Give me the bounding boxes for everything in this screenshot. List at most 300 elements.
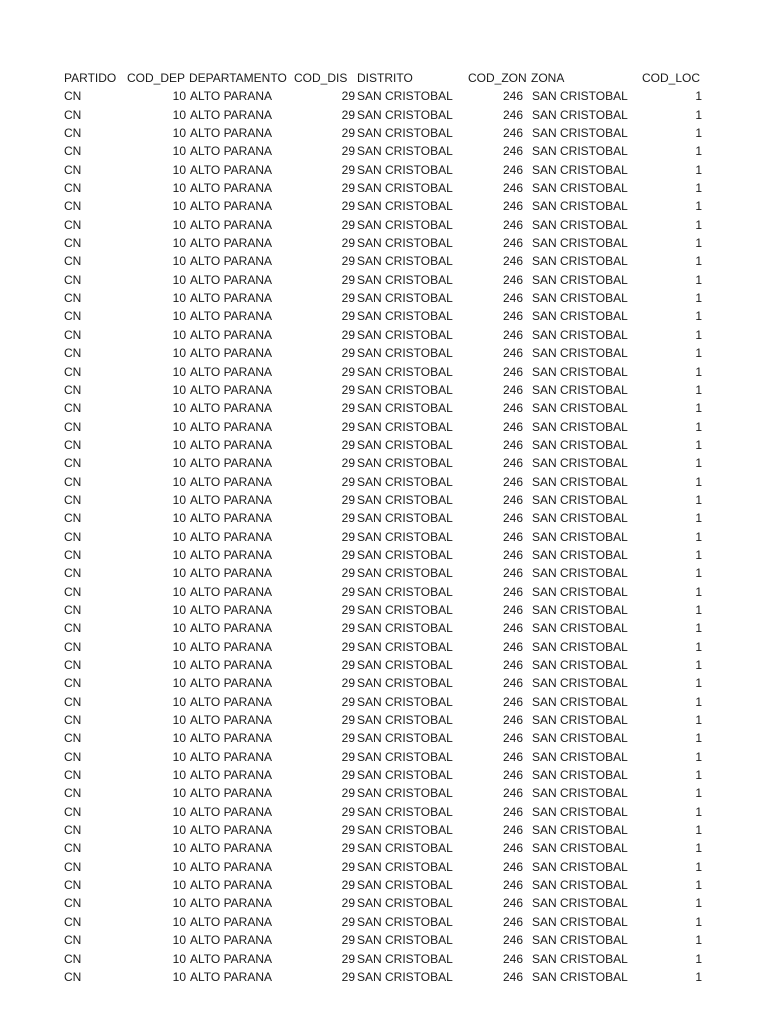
cell-distrito: SAN CRISTOBAL — [357, 401, 453, 416]
cell-cod-zon: 246 — [502, 731, 523, 746]
cell-cod-loc: 1 — [695, 236, 702, 251]
cell-cod-dep: 10 — [172, 713, 186, 728]
table-row — [0, 473, 768, 491]
cell-distrito: SAN CRISTOBAL — [357, 859, 453, 874]
table-row — [0, 491, 768, 509]
cell-departamento: ALTO PARANA — [190, 933, 273, 948]
cell-partido: CN — [64, 217, 82, 232]
cell-distrito: SAN CRISTOBAL — [357, 731, 453, 746]
cell-zona: SAN CRISTOBAL — [532, 713, 628, 728]
cell-cod-loc: 1 — [695, 309, 702, 324]
cell-cod-dis: 29 — [341, 236, 355, 251]
cell-cod-dep: 10 — [172, 401, 186, 416]
cell-departamento: ALTO PARANA — [190, 896, 273, 911]
table-row — [0, 748, 768, 766]
cell-cod-dep: 10 — [172, 639, 186, 654]
cell-cod-loc: 1 — [695, 969, 702, 984]
header-partido: PARTIDO — [64, 71, 117, 85]
cell-zona: SAN CRISTOBAL — [532, 181, 628, 196]
cell-distrito: SAN CRISTOBAL — [357, 437, 453, 452]
cell-cod-dep: 10 — [172, 236, 186, 251]
cell-cod-zon: 246 — [502, 547, 523, 562]
cell-distrito: SAN CRISTOBAL — [357, 107, 453, 122]
cell-cod-dep: 10 — [172, 547, 186, 562]
cell-departamento: ALTO PARANA — [190, 126, 273, 141]
table-row — [0, 858, 768, 876]
cell-distrito: SAN CRISTOBAL — [357, 639, 453, 654]
cell-distrito: SAN CRISTOBAL — [357, 309, 453, 324]
cell-cod-dis: 29 — [341, 474, 355, 489]
cell-zona: SAN CRISTOBAL — [532, 272, 628, 287]
cell-partido: CN — [64, 841, 82, 856]
cell-departamento: ALTO PARANA — [190, 254, 273, 269]
cell-partido: CN — [64, 236, 82, 251]
cell-cod-dis: 29 — [341, 346, 355, 361]
cell-distrito: SAN CRISTOBAL — [357, 181, 453, 196]
cell-cod-loc: 1 — [695, 786, 702, 801]
cell-partido: CN — [64, 382, 82, 397]
cell-departamento: ALTO PARANA — [190, 511, 273, 526]
cell-departamento: ALTO PARANA — [190, 364, 273, 379]
cell-distrito: SAN CRISTOBAL — [357, 658, 453, 672]
cell-partido: CN — [64, 731, 82, 746]
table-row — [0, 638, 768, 656]
cell-cod-loc: 1 — [695, 639, 702, 654]
cell-zona: SAN CRISTOBAL — [532, 291, 628, 306]
table-row — [0, 436, 768, 454]
cell-cod-zon: 246 — [502, 181, 523, 196]
table-row — [0, 289, 768, 307]
cell-partido: CN — [64, 291, 82, 306]
cell-partido: CN — [64, 639, 82, 654]
cell-departamento: ALTO PARANA — [190, 914, 273, 929]
cell-zona: SAN CRISTOBAL — [532, 823, 628, 838]
cell-zona: SAN CRISTOBAL — [532, 547, 628, 562]
cell-partido: CN — [64, 162, 82, 177]
cell-zona: SAN CRISTOBAL — [532, 126, 628, 141]
cell-distrito: SAN CRISTOBAL — [357, 529, 453, 544]
cell-departamento: ALTO PARANA — [190, 749, 273, 764]
cell-cod-loc: 1 — [695, 162, 702, 177]
cell-cod-dis: 29 — [341, 126, 355, 141]
cell-cod-loc: 1 — [695, 382, 702, 397]
cell-cod-dis: 29 — [341, 144, 355, 159]
cell-partido: CN — [64, 199, 82, 214]
table-row — [0, 197, 768, 215]
cell-cod-loc: 1 — [695, 364, 702, 379]
cell-partido: CN — [64, 89, 82, 104]
cell-zona: SAN CRISTOBAL — [532, 492, 628, 507]
cell-zona: SAN CRISTOBAL — [532, 694, 628, 709]
cell-zona: SAN CRISTOBAL — [532, 676, 628, 691]
cell-cod-dep: 10 — [172, 841, 186, 856]
cell-cod-dis: 29 — [341, 181, 355, 196]
cell-cod-dep: 10 — [172, 456, 186, 471]
cell-partido: CN — [64, 859, 82, 874]
table-row — [0, 784, 768, 802]
cell-cod-zon: 246 — [502, 272, 523, 287]
cell-partido: CN — [64, 327, 82, 342]
cell-cod-zon: 246 — [502, 364, 523, 379]
cell-distrito: SAN CRISTOBAL — [357, 199, 453, 214]
cell-cod-dis: 29 — [341, 602, 355, 617]
cell-zona: SAN CRISTOBAL — [532, 914, 628, 929]
cell-cod-dis: 29 — [341, 89, 355, 104]
cell-distrito: SAN CRISTOBAL — [357, 951, 453, 966]
cell-cod-dis: 29 — [341, 511, 355, 526]
cell-zona: SAN CRISTOBAL — [532, 419, 628, 434]
cell-departamento: ALTO PARANA — [190, 859, 273, 874]
cell-cod-dis: 29 — [341, 327, 355, 342]
cell-distrito: SAN CRISTOBAL — [357, 786, 453, 801]
cell-partido: CN — [64, 492, 82, 507]
cell-zona: SAN CRISTOBAL — [532, 511, 628, 526]
cell-cod-loc: 1 — [695, 89, 702, 104]
cell-cod-loc: 1 — [695, 181, 702, 196]
cell-cod-dep: 10 — [172, 492, 186, 507]
cell-cod-zon: 246 — [502, 89, 523, 104]
cell-cod-dis: 29 — [341, 272, 355, 287]
cell-cod-dis: 29 — [341, 768, 355, 783]
cell-cod-loc: 1 — [695, 511, 702, 526]
table-row — [0, 252, 768, 270]
table-row — [0, 106, 768, 124]
cell-cod-zon: 246 — [502, 639, 523, 654]
cell-partido: CN — [64, 621, 82, 636]
cell-cod-dis: 29 — [341, 456, 355, 471]
table-row — [0, 821, 768, 839]
cell-partido: CN — [64, 804, 82, 819]
cell-cod-dep: 10 — [172, 364, 186, 379]
cell-partido: CN — [64, 676, 82, 691]
cell-zona: SAN CRISTOBAL — [532, 346, 628, 361]
cell-distrito: SAN CRISTOBAL — [357, 602, 453, 617]
table-row — [0, 913, 768, 931]
cell-partido: CN — [64, 933, 82, 948]
cell-cod-loc: 1 — [695, 933, 702, 948]
cell-cod-dis: 29 — [341, 676, 355, 691]
cell-cod-loc: 1 — [695, 144, 702, 159]
header-cod-dis: COD_DIS — [294, 71, 348, 85]
cell-cod-loc: 1 — [695, 823, 702, 838]
cell-cod-dis: 29 — [341, 951, 355, 966]
cell-zona: SAN CRISTOBAL — [532, 566, 628, 581]
cell-departamento: ALTO PARANA — [190, 419, 273, 434]
cell-zona: SAN CRISTOBAL — [532, 456, 628, 471]
cell-cod-dep: 10 — [172, 951, 186, 966]
cell-cod-dep: 10 — [172, 382, 186, 397]
cell-partido: CN — [64, 896, 82, 911]
table-row — [0, 950, 768, 968]
cell-cod-loc: 1 — [695, 401, 702, 416]
cell-zona: SAN CRISTOBAL — [532, 327, 628, 342]
cell-departamento: ALTO PARANA — [190, 566, 273, 581]
cell-cod-dep: 10 — [172, 676, 186, 691]
cell-cod-dis: 29 — [341, 658, 355, 672]
cell-zona: SAN CRISTOBAL — [532, 529, 628, 544]
cell-partido: CN — [64, 437, 82, 452]
table-row — [0, 528, 768, 546]
cell-partido: CN — [64, 107, 82, 122]
cell-departamento: ALTO PARANA — [190, 951, 273, 966]
cell-cod-dep: 10 — [172, 584, 186, 599]
header-zona: ZONA — [531, 71, 565, 85]
cell-departamento: ALTO PARANA — [190, 731, 273, 746]
cell-distrito: SAN CRISTOBAL — [357, 492, 453, 507]
cell-partido: CN — [64, 768, 82, 783]
header-cod-dep: COD_DEP — [127, 71, 186, 85]
cell-partido: CN — [64, 419, 82, 434]
cell-zona: SAN CRISTOBAL — [532, 602, 628, 617]
cell-cod-loc: 1 — [695, 126, 702, 141]
table-row — [0, 161, 768, 179]
cell-distrito: SAN CRISTOBAL — [357, 162, 453, 177]
table-row — [0, 583, 768, 601]
cell-cod-zon: 246 — [502, 126, 523, 141]
cell-zona: SAN CRISTOBAL — [532, 768, 628, 783]
cell-distrito: SAN CRISTOBAL — [357, 382, 453, 397]
cell-zona: SAN CRISTOBAL — [532, 786, 628, 801]
cell-partido: CN — [64, 126, 82, 141]
cell-cod-dep: 10 — [172, 346, 186, 361]
cell-cod-zon: 246 — [502, 401, 523, 416]
cell-cod-zon: 246 — [502, 162, 523, 177]
cell-cod-loc: 1 — [695, 878, 702, 893]
cell-departamento: ALTO PARANA — [190, 181, 273, 196]
cell-cod-zon: 246 — [502, 492, 523, 507]
cell-partido: CN — [64, 969, 82, 984]
cell-cod-dis: 29 — [341, 199, 355, 214]
cell-cod-loc: 1 — [695, 951, 702, 966]
cell-cod-dis: 29 — [341, 859, 355, 874]
cell-departamento: ALTO PARANA — [190, 346, 273, 361]
header-row — [0, 69, 768, 87]
cell-departamento: ALTO PARANA — [190, 823, 273, 838]
cell-cod-loc: 1 — [695, 694, 702, 709]
cell-cod-loc: 1 — [695, 107, 702, 122]
cell-cod-loc: 1 — [695, 492, 702, 507]
cell-cod-zon: 246 — [502, 419, 523, 434]
cell-cod-dep: 10 — [172, 291, 186, 306]
cell-zona: SAN CRISTOBAL — [532, 401, 628, 416]
cell-distrito: SAN CRISTOBAL — [357, 126, 453, 141]
cell-partido: CN — [64, 547, 82, 562]
cell-partido: CN — [64, 914, 82, 929]
cell-cod-zon: 246 — [502, 254, 523, 269]
cell-zona: SAN CRISTOBAL — [532, 841, 628, 856]
cell-cod-dep: 10 — [172, 602, 186, 617]
cell-cod-dep: 10 — [172, 89, 186, 104]
table-row — [0, 619, 768, 637]
cell-cod-dep: 10 — [172, 621, 186, 636]
table-row — [0, 766, 768, 784]
cell-cod-dep: 10 — [172, 658, 186, 672]
cell-partido: CN — [64, 694, 82, 709]
cell-partido: CN — [64, 602, 82, 617]
cell-cod-zon: 246 — [502, 566, 523, 581]
table-row — [0, 234, 768, 252]
cell-cod-loc: 1 — [695, 547, 702, 562]
table-row — [0, 894, 768, 912]
cell-cod-dep: 10 — [172, 823, 186, 838]
cell-zona: SAN CRISTOBAL — [532, 254, 628, 269]
cell-distrito: SAN CRISTOBAL — [357, 327, 453, 342]
cell-distrito: SAN CRISTOBAL — [357, 694, 453, 709]
cell-cod-dis: 29 — [341, 969, 355, 984]
table-row — [0, 968, 768, 986]
cell-cod-zon: 246 — [502, 437, 523, 452]
cell-departamento: ALTO PARANA — [190, 107, 273, 122]
cell-cod-dep: 10 — [172, 804, 186, 819]
header-cod-zon: COD_ZON — [468, 71, 527, 85]
cell-partido: CN — [64, 786, 82, 801]
cell-distrito: SAN CRISTOBAL — [357, 272, 453, 287]
cell-cod-dis: 29 — [341, 914, 355, 929]
cell-partido: CN — [64, 823, 82, 838]
cell-cod-loc: 1 — [695, 327, 702, 342]
cell-cod-zon: 246 — [502, 511, 523, 526]
cell-cod-loc: 1 — [695, 713, 702, 728]
cell-cod-zon: 246 — [502, 804, 523, 819]
cell-cod-dep: 10 — [172, 126, 186, 141]
cell-partido: CN — [64, 584, 82, 599]
cell-cod-dis: 29 — [341, 254, 355, 269]
cell-cod-dis: 29 — [341, 566, 355, 581]
cell-distrito: SAN CRISTOBAL — [357, 254, 453, 269]
cell-cod-dis: 29 — [341, 107, 355, 122]
cell-departamento: ALTO PARANA — [190, 529, 273, 544]
table-row — [0, 216, 768, 234]
cell-departamento: ALTO PARANA — [190, 309, 273, 324]
cell-departamento: ALTO PARANA — [190, 437, 273, 452]
cell-departamento: ALTO PARANA — [190, 456, 273, 471]
cell-zona: SAN CRISTOBAL — [532, 217, 628, 232]
cell-departamento: ALTO PARANA — [190, 768, 273, 783]
cell-departamento: ALTO PARANA — [190, 327, 273, 342]
cell-cod-zon: 246 — [502, 749, 523, 764]
cell-cod-loc: 1 — [695, 896, 702, 911]
cell-zona: SAN CRISTOBAL — [532, 951, 628, 966]
cell-cod-loc: 1 — [695, 419, 702, 434]
cell-cod-dep: 10 — [172, 749, 186, 764]
cell-cod-dis: 29 — [341, 841, 355, 856]
cell-distrito: SAN CRISTOBAL — [357, 456, 453, 471]
cell-distrito: SAN CRISTOBAL — [357, 236, 453, 251]
cell-cod-dep: 10 — [172, 768, 186, 783]
cell-departamento: ALTO PARANA — [190, 786, 273, 801]
cell-cod-zon: 246 — [502, 676, 523, 691]
cell-cod-dep: 10 — [172, 162, 186, 177]
cell-departamento: ALTO PARANA — [190, 474, 273, 489]
cell-cod-loc: 1 — [695, 621, 702, 636]
cell-partido: CN — [64, 456, 82, 471]
cell-cod-zon: 246 — [502, 327, 523, 342]
table-row — [0, 271, 768, 289]
cell-cod-dis: 29 — [341, 291, 355, 306]
cell-partido: CN — [64, 878, 82, 893]
cell-cod-dis: 29 — [341, 401, 355, 416]
cell-cod-zon: 246 — [502, 914, 523, 929]
cell-distrito: SAN CRISTOBAL — [357, 621, 453, 636]
cell-cod-loc: 1 — [695, 272, 702, 287]
cell-cod-zon: 246 — [502, 382, 523, 397]
cell-cod-zon: 246 — [502, 658, 523, 672]
cell-partido: CN — [64, 713, 82, 728]
table-row — [0, 363, 768, 381]
cell-cod-dis: 29 — [341, 217, 355, 232]
cell-zona: SAN CRISTOBAL — [532, 144, 628, 159]
cell-departamento: ALTO PARANA — [190, 676, 273, 691]
cell-cod-zon: 246 — [502, 107, 523, 122]
cell-cod-loc: 1 — [695, 859, 702, 874]
cell-departamento: ALTO PARANA — [190, 236, 273, 251]
cell-distrito: SAN CRISTOBAL — [357, 768, 453, 783]
cell-departamento: ALTO PARANA — [190, 401, 273, 416]
cell-cod-zon: 246 — [502, 878, 523, 893]
cell-cod-loc: 1 — [695, 731, 702, 746]
cell-cod-zon: 246 — [502, 786, 523, 801]
cell-cod-loc: 1 — [695, 346, 702, 361]
cell-zona: SAN CRISTOBAL — [532, 933, 628, 948]
cell-distrito: SAN CRISTOBAL — [357, 676, 453, 691]
cell-cod-loc: 1 — [695, 529, 702, 544]
cell-zona: SAN CRISTOBAL — [532, 89, 628, 104]
cell-cod-loc: 1 — [695, 602, 702, 617]
cell-cod-dep: 10 — [172, 914, 186, 929]
cell-partido: CN — [64, 346, 82, 361]
cell-cod-zon: 246 — [502, 621, 523, 636]
table-row — [0, 142, 768, 160]
table-row — [0, 876, 768, 894]
table-row — [0, 418, 768, 436]
cell-partido: CN — [64, 658, 82, 672]
cell-cod-zon: 246 — [502, 291, 523, 306]
cell-cod-zon: 246 — [502, 199, 523, 214]
cell-cod-zon: 246 — [502, 236, 523, 251]
cell-cod-dep: 10 — [172, 969, 186, 984]
cell-cod-loc: 1 — [695, 804, 702, 819]
cell-cod-loc: 1 — [695, 841, 702, 856]
cell-cod-loc: 1 — [695, 199, 702, 214]
cell-cod-dep: 10 — [172, 859, 186, 874]
cell-cod-loc: 1 — [695, 291, 702, 306]
cell-cod-loc: 1 — [695, 914, 702, 929]
cell-cod-dep: 10 — [172, 474, 186, 489]
cell-cod-dep: 10 — [172, 529, 186, 544]
cell-cod-zon: 246 — [502, 841, 523, 856]
cell-departamento: ALTO PARANA — [190, 804, 273, 819]
cell-cod-dep: 10 — [172, 566, 186, 581]
cell-cod-loc: 1 — [695, 584, 702, 599]
cell-cod-zon: 246 — [502, 474, 523, 489]
cell-departamento: ALTO PARANA — [190, 272, 273, 287]
cell-cod-zon: 246 — [502, 713, 523, 728]
cell-distrito: SAN CRISTOBAL — [357, 823, 453, 838]
cell-cod-dis: 29 — [341, 933, 355, 948]
header-departamento: DEPARTAMENTO — [189, 71, 287, 85]
cell-partido: CN — [64, 309, 82, 324]
cell-cod-dep: 10 — [172, 199, 186, 214]
cell-cod-zon: 246 — [502, 584, 523, 599]
cell-cod-dis: 29 — [341, 878, 355, 893]
cell-cod-zon: 246 — [502, 969, 523, 984]
cell-cod-dep: 10 — [172, 107, 186, 122]
table-row — [0, 693, 768, 711]
cell-zona: SAN CRISTOBAL — [532, 859, 628, 874]
cell-cod-dep: 10 — [172, 694, 186, 709]
cell-cod-dis: 29 — [341, 621, 355, 636]
cell-departamento: ALTO PARANA — [190, 199, 273, 214]
